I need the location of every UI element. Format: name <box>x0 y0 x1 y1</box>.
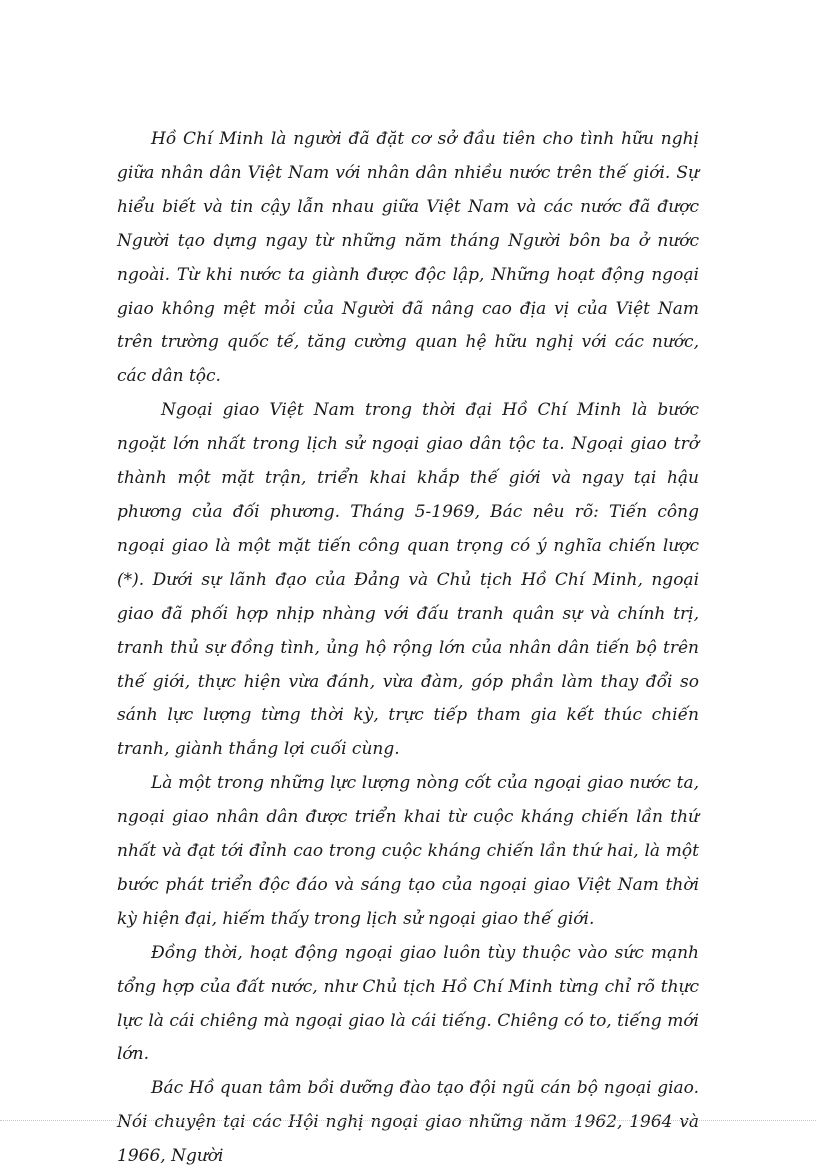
document-body <box>117 123 699 1174</box>
page-bottom-divider <box>0 1120 816 1121</box>
paragraph-3: Là một trong những lực lượng nòng cốt của ngoại giao nước ta, ngoại giao nhân dân được triển khai từ cuộc kháng chiến lần thứ nhất và đạt tới đỉnh cao trong cuộc kháng chiến lần thứ hai, là một bước phát triển độc đáo và sáng tạo của ngoại giao Việt Nam thời kỳ hiện đại, hiếm thấy trong lịch sử ngoại giao thế giới. <box>117 773 699 929</box>
paragraph-4: Đồng thời, hoạt động ngoại giao luôn tùy thuộc vào sức mạnh tổng hợp của đất nước, như Chủ tịch Hồ Chí Minh từng chỉ rõ thực lực là cái chiêng mà ngoại giao là cái tiếng. Chiêng có to, tiếng mới lớn. <box>117 942 699 1065</box>
paragraph-5: Bác Hồ quan tâm bồi dưỡng đào tạo đội ngũ cán bộ ngoại giao. Nói chuyện tại các Hội nghị ngoại giao những năm 1962, 1964 và 1966, Người <box>117 1078 699 1167</box>
paragraph-1: Hồ Chí Minh là người đã đặt cơ sở đầu tiên cho tình hữu nghị giữa nhân dân Việt Nam với nhân dân nhiều nước trên thế giới. Sự hiểu biết và tin cậy lẫn nhau giữa Việt Nam và các nước đã được Người tạo dựng ngay từ những năm tháng Người bôn ba ở nước ngoài. Từ khi nước ta giành được độc lập, Những hoạt động ngoại giao không mệt mỏi của Người đã nâng cao địa vị của Việt Nam trên trường quốc tế, tăng cường quan hệ hữu nghị với các nước, các dân tộc. <box>117 129 699 387</box>
paragraph-2: Ngoại giao Việt Nam trong thời đại Hồ Chí Minh là bước ngoặt lớn nhất trong lịch sử ngoại giao dân tộc ta. Ngoại giao trở thành một mặt trận, triển khai khắp thế giới và ngay tại hậu phương của đối phương. Tháng 5-1969, Bác nêu rõ: Tiến công ngoại giao là một mặt tiến công quan trọng có ý nghĩa chiến lược (*). Dưới sự lãnh đạo của Đảng và Chủ tịch Hồ Chí Minh, ngoại giao đã phối hợp nhịp nhàng với đấu tranh quân sự và chính trị, tranh thủ sự đồng tình, ủng hộ rộng lớn của nhân dân tiến bộ trên thế giới, thực hiện vừa đánh, vừa đàm, góp phần làm thay đổi so sánh lực lượng từng thời kỳ, trực tiếp tham gia kết thúc chiến tranh, giành thắng lợi cuối cùng. <box>117 400 699 760</box>
